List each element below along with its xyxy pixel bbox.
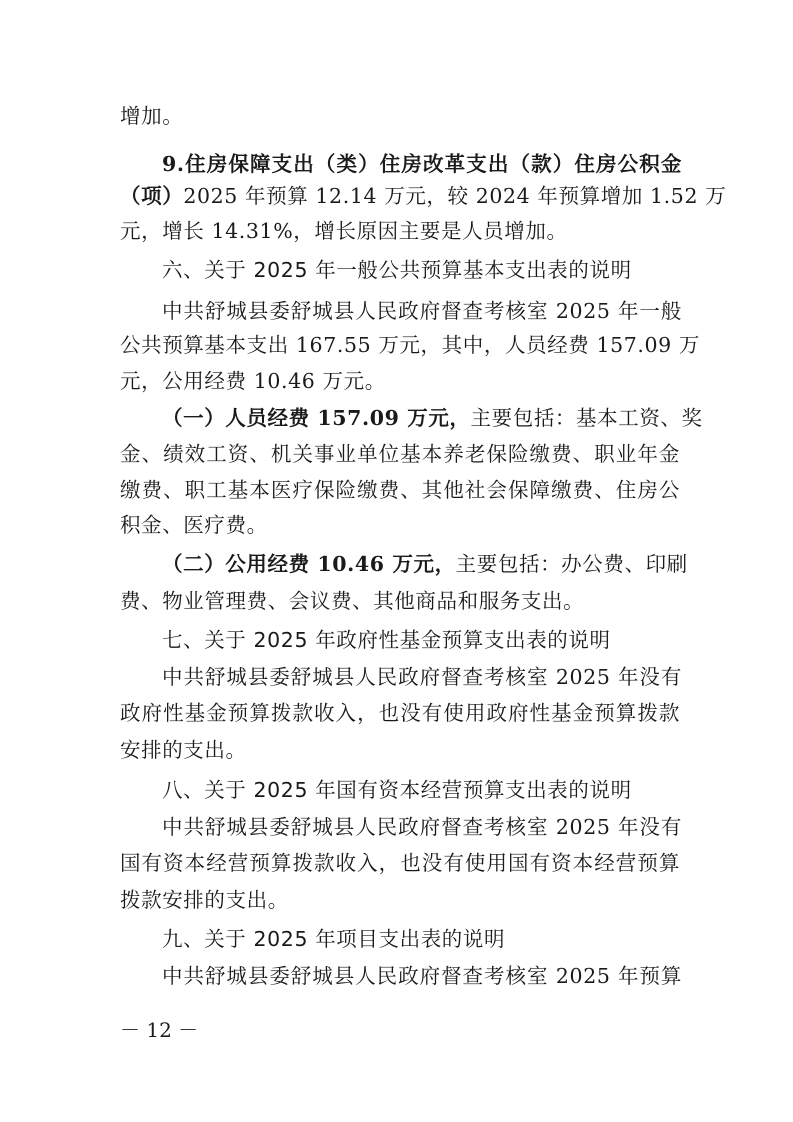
section-7-heading: 七、关于 2025 年政府性基金预算支出表的说明 bbox=[162, 628, 611, 652]
section-8-heading: 八、关于 2025 年国有资本经营预算支出表的说明 bbox=[162, 778, 632, 802]
subsection-personnel-text: 主要包括：基本工资、奖 bbox=[470, 406, 703, 430]
body-text-line: 元，增长 14.31%，增长原因主要是人员增加。 bbox=[120, 219, 568, 243]
subsection-personnel-title: （一）人员经费 157.09 万元， bbox=[162, 406, 471, 430]
body-text-line: 中共舒城县委舒城县人民政府督查考核室 2025 年一般 bbox=[162, 299, 682, 323]
body-text-line: 安排的支出。 bbox=[120, 738, 247, 762]
subsection-public-title: （二）公用经费 10.46 万元， bbox=[162, 552, 456, 576]
page-number: － 12 － bbox=[120, 1018, 199, 1042]
body-text-line bbox=[120, 176, 727, 216]
body-text-line: 中共舒城县委舒城县人民政府督查考核室 2025 年没有 bbox=[162, 665, 682, 689]
body-text-line: 增加。 bbox=[120, 104, 184, 128]
section-9-heading: 九、关于 2025 年项目支出表的说明 bbox=[162, 927, 506, 951]
body-text-line: 中共舒城县委舒城县人民政府督查考核室 2025 年没有 bbox=[162, 815, 682, 839]
body-text-line: 元，公用经费 10.46 万元。 bbox=[120, 369, 386, 393]
item-9-title-suffix: （项） bbox=[120, 184, 184, 208]
body-text-line: 缴费、职工基本医疗保险缴费、其他社会保障缴费、住房公 bbox=[120, 478, 680, 502]
body-text-line: 中共舒城县委舒城县人民政府督查考核室 2025 年预算 bbox=[162, 964, 682, 988]
body-text-line: 国有资本经营预算拨款收入，也没有使用国有资本经营预算 bbox=[120, 851, 680, 875]
body-text-line: 积金、医疗费。 bbox=[120, 513, 268, 537]
body-text-line: 费、物业管理费、会议费、其他商品和服务支出。 bbox=[120, 589, 585, 613]
item-9-title: 9.住房保障支出（类）住房改革支出（款）住房公积金 bbox=[162, 152, 682, 176]
subsection-personnel bbox=[162, 398, 703, 438]
section-6-heading: 六、关于 2025 年一般公共预算基本支出表的说明 bbox=[162, 258, 632, 282]
item-9-text: 2025 年预算 12.14 万元，较 2024 年预算增加 1.52 万 bbox=[183, 184, 727, 208]
body-text-line: 政府性基金预算拨款收入，也没有使用政府性基金预算拨款 bbox=[120, 701, 680, 725]
body-text-line: 金、绩效工资、机关事业单位基本养老保险缴费、职业年金 bbox=[120, 442, 680, 466]
subsection-public-text: 主要包括：办公费、印刷 bbox=[455, 552, 688, 576]
subsection-public bbox=[162, 544, 688, 584]
body-text-line: 公共预算基本支出 167.55 万元，其中，人员经费 157.09 万 bbox=[120, 333, 701, 357]
body-text-line: 拨款安排的支出。 bbox=[120, 888, 289, 912]
